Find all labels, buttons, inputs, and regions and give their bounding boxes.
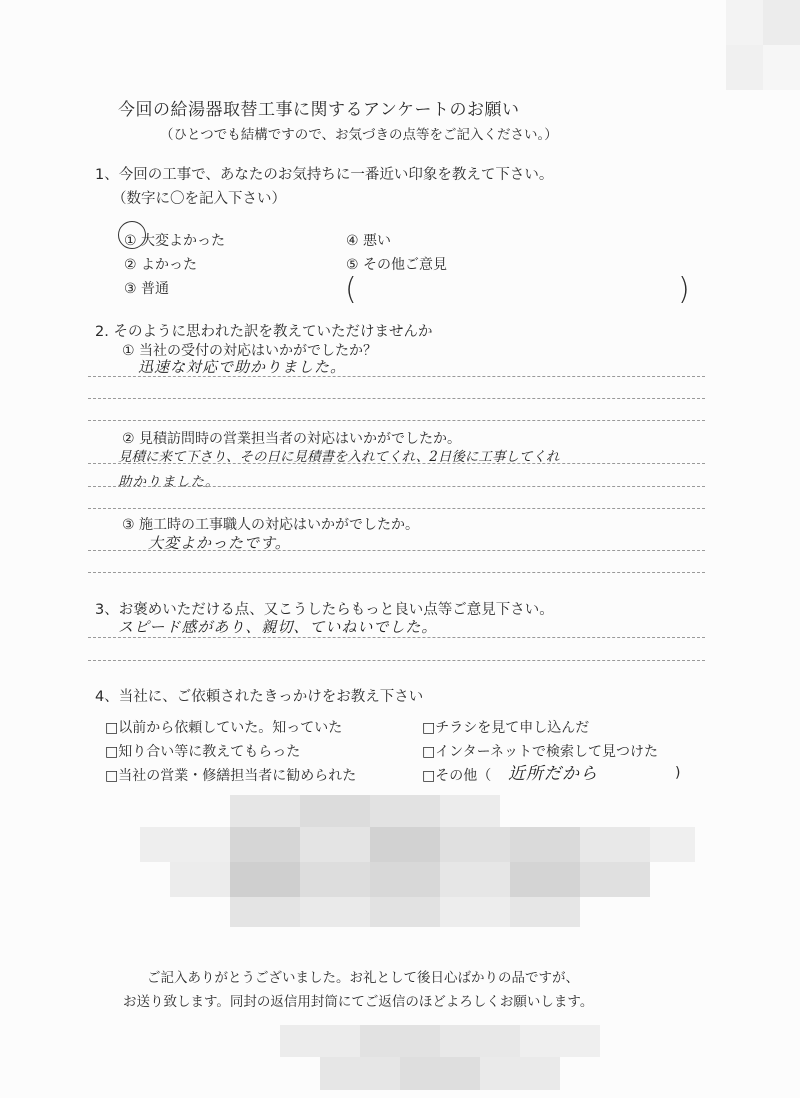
q2-answer-estimate-line1[interactable]: 見積に来て下さり、その日に見積書を入れてくれ、2日後に工事してくれ [118, 449, 560, 465]
answer-line [88, 660, 705, 661]
answer-line [88, 572, 705, 573]
option-flyer[interactable]: □チラシを見て申し込んだ [422, 720, 590, 736]
footer-thanks-line2: お送り致します。同封の返信用封筒にてご返信のほどよろしくお願いします。 [123, 994, 594, 1010]
answer-line [88, 398, 705, 399]
survey-subtitle: （ひとつでも結構ですので、お気づきの点等をご記入ください。） [160, 127, 558, 143]
option-other-close-paren: ) [675, 765, 681, 781]
q2-answer-construction[interactable]: 大変よかったです。 [148, 534, 291, 552]
option-other-opinion[interactable]: ⑤ その他ご意見 [346, 257, 448, 273]
option-other-answer[interactable]: 近所だから [508, 764, 598, 784]
option-good[interactable]: ② よかった [124, 257, 198, 273]
q3-answer[interactable]: スピード感があり、親切、ていねいでした。 [118, 618, 438, 636]
q2-answer-estimate-line2[interactable]: 助かりました。 [118, 474, 220, 490]
answer-line [88, 508, 705, 509]
answer-line [88, 637, 705, 638]
q2-sub-construction: ③ 施工時の工事職人の対応はいかがでしたか。 [122, 517, 419, 533]
redacted-mosaic [140, 790, 695, 930]
scan-corner-artifact [726, 0, 800, 90]
option-referral[interactable]: □知り合い等に教えてもらった [105, 744, 301, 760]
answer-line [88, 420, 705, 421]
option-internet-search[interactable]: □インターネットで検索して見つけた [422, 744, 658, 760]
option-bad[interactable]: ④ 悪い [346, 233, 392, 249]
answer-line [88, 486, 705, 487]
survey-title: 今回の給湯器取替工事に関するアンケートのお願い [118, 100, 520, 120]
question-3: 3、お褒めいただける点、又こうしたらもっと良い点等ご意見下さい。 [95, 602, 554, 618]
other-open-paren: ( [345, 272, 357, 307]
option-average[interactable]: ③ 普通 [124, 281, 170, 297]
option-other[interactable]: □その他（ [422, 768, 492, 784]
redacted-mosaic-footer [280, 1025, 600, 1090]
question-4: 4、当社に、ご依頼されたきっかけをお教え下さい [95, 689, 424, 705]
option-known-before[interactable]: □以前から依頼していた。知っていた [105, 720, 343, 736]
footer-thanks-line1: ご記入ありがとうございました。お礼として後日心ばかりの品ですが、 [147, 970, 579, 986]
answer-line [88, 463, 705, 464]
answer-line [88, 550, 705, 551]
other-close-paren: ) [678, 272, 690, 307]
option-very-good[interactable]: ① 大変よかった [124, 233, 226, 249]
q2-answer-reception[interactable]: 迅速な対応で助かりました。 [138, 358, 347, 376]
q2-sub-estimate: ② 見積訪問時の営業担当者の対応はいかがでしたか。 [122, 431, 461, 447]
question-1: 1、今回の工事で、あなたのお気持ちに一番近い印象を教えて下さい。 [95, 167, 554, 183]
option-sales-recommendation[interactable]: □当社の営業・修繕担当者に勧められた [105, 768, 357, 784]
question-1-instruction: （数字に〇を記入下さい） [112, 191, 286, 207]
answer-line [88, 376, 705, 377]
question-2: 2. そのように思われた訳を教えていただけませんか [95, 324, 433, 340]
q2-sub-reception: ① 当社の受付の対応はいかがでしたか？ [122, 343, 377, 359]
